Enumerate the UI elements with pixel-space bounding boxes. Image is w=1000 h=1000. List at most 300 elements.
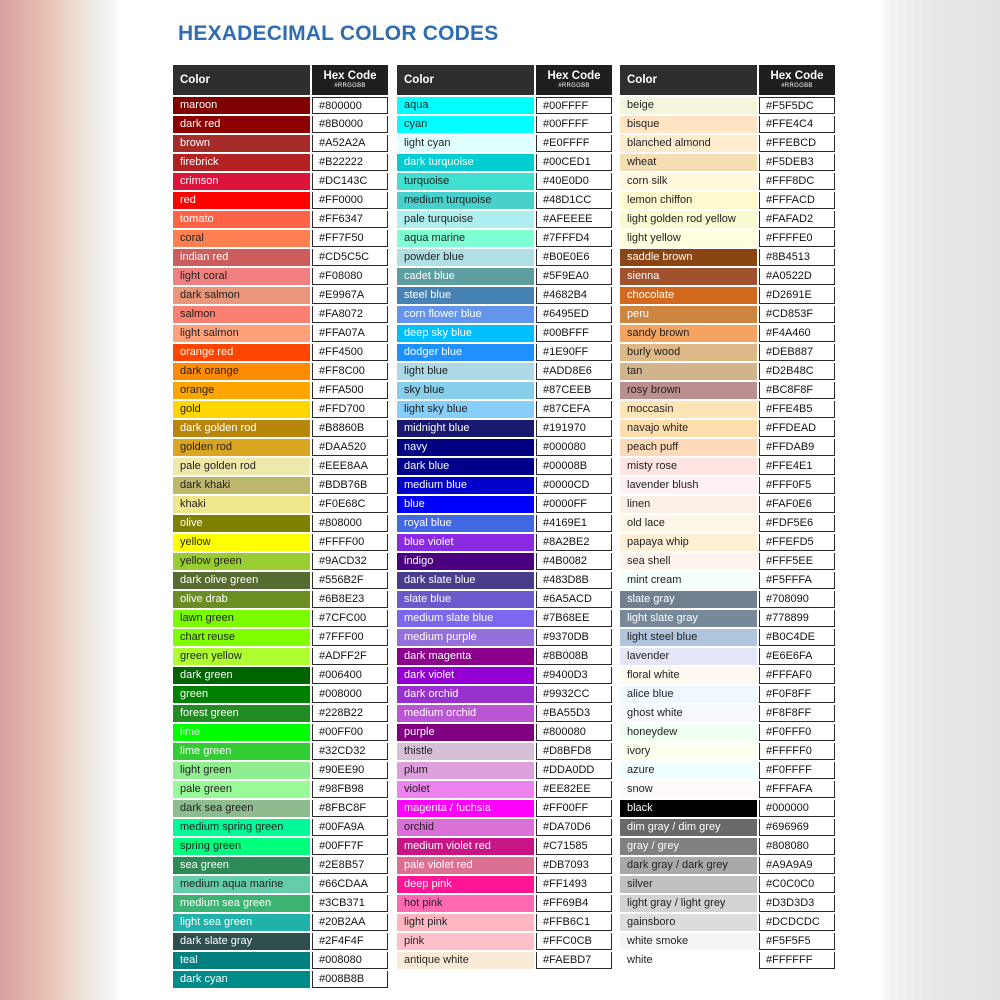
- color-name-swatch: yellow green: [173, 553, 310, 570]
- color-name-swatch: misty rose: [620, 458, 757, 475]
- hex-code-cell: #C0C0C0: [759, 876, 835, 893]
- hex-code-cell: #FF6347: [312, 211, 388, 228]
- color-name-swatch: black: [620, 800, 757, 817]
- hex-code-cell: #FFDAB9: [759, 439, 835, 456]
- hex-code-cell: #0000FF: [536, 496, 612, 513]
- color-name-swatch: corn flower blue: [397, 306, 534, 323]
- color-name-swatch: pale violet red: [397, 857, 534, 874]
- hex-code-cell: #00BFFF: [536, 325, 612, 342]
- table-row: [620, 306, 835, 323]
- color-name-swatch: maroon: [173, 97, 310, 114]
- hex-code-cell: #4B0082: [536, 553, 612, 570]
- color-name-swatch: olive: [173, 515, 310, 532]
- color-name-swatch: linen: [620, 496, 757, 513]
- color-name-swatch: light cyan: [397, 135, 534, 152]
- hex-code-cell: #F0FFFF: [759, 762, 835, 779]
- hex-code-cell: #FAEBD7: [536, 952, 612, 969]
- table-row: [620, 724, 835, 741]
- table-row: [173, 515, 388, 532]
- table-row: [397, 230, 612, 247]
- hex-code-cell: #BDB76B: [312, 477, 388, 494]
- hex-code-cell: #DDA0DD: [536, 762, 612, 779]
- table-body: [173, 97, 388, 988]
- hex-code-cell: #1E90FF: [536, 344, 612, 361]
- table-row: [620, 857, 835, 874]
- table-body: [620, 97, 835, 969]
- hex-code-cell: #FFFF00: [312, 534, 388, 551]
- table-row: [620, 743, 835, 760]
- table-row: [173, 439, 388, 456]
- hex-code-cell: #AFEEEE: [536, 211, 612, 228]
- header-hex-format: #RRGGBB: [334, 82, 366, 89]
- color-name-swatch: light slate gray: [620, 610, 757, 627]
- color-name-swatch: light sky blue: [397, 401, 534, 418]
- color-name-swatch: azure: [620, 762, 757, 779]
- color-name-swatch: medium violet red: [397, 838, 534, 855]
- color-name-swatch: dark cyan: [173, 971, 310, 988]
- color-name-swatch: light blue: [397, 363, 534, 380]
- hex-code-cell: #BA55D3: [536, 705, 612, 722]
- color-name-swatch: rosy brown: [620, 382, 757, 399]
- table-row: [397, 819, 612, 836]
- table-row: [397, 762, 612, 779]
- hex-code-cell: #F5F5F5: [759, 933, 835, 950]
- color-name-swatch: sandy brown: [620, 325, 757, 342]
- table-row: [620, 819, 835, 836]
- hex-code-cell: #000000: [759, 800, 835, 817]
- table-row: [620, 154, 835, 171]
- table-row: [397, 211, 612, 228]
- color-name-swatch: steel blue: [397, 287, 534, 304]
- color-name-swatch: sienna: [620, 268, 757, 285]
- hex-code-cell: #F0FFF0: [759, 724, 835, 741]
- table-row: [397, 268, 612, 285]
- color-name-swatch: blue violet: [397, 534, 534, 551]
- color-name-swatch: medium purple: [397, 629, 534, 646]
- hex-code-cell: #FFFFFF: [759, 952, 835, 969]
- table-row: [173, 629, 388, 646]
- color-name-swatch: royal blue: [397, 515, 534, 532]
- hex-code-cell: #F0E68C: [312, 496, 388, 513]
- color-name-swatch: medium blue: [397, 477, 534, 494]
- color-name-swatch: dark sea green: [173, 800, 310, 817]
- color-name-swatch: light gray / light grey: [620, 895, 757, 912]
- hex-code-cell: #DB7093: [536, 857, 612, 874]
- color-name-swatch: medium sea green: [173, 895, 310, 912]
- color-name-swatch: light yellow: [620, 230, 757, 247]
- hex-code-cell: #FF0000: [312, 192, 388, 209]
- color-name-swatch: crimson: [173, 173, 310, 190]
- header-hex-cell: [759, 65, 835, 95]
- hex-code-cell: #FFE4C4: [759, 116, 835, 133]
- hex-code-cell: #FFE4E1: [759, 458, 835, 475]
- table-row: [397, 705, 612, 722]
- color-name-swatch: violet: [397, 781, 534, 798]
- table-row: [620, 401, 835, 418]
- color-name-swatch: corn silk: [620, 173, 757, 190]
- hex-code-cell: #FFE4B5: [759, 401, 835, 418]
- color-name-swatch: tomato: [173, 211, 310, 228]
- color-name-swatch: forest green: [173, 705, 310, 722]
- color-name-swatch: sea shell: [620, 553, 757, 570]
- hex-code-cell: #87CEFA: [536, 401, 612, 418]
- hex-code-cell: #483D8B: [536, 572, 612, 589]
- table-row: [397, 610, 612, 627]
- table-header: [620, 65, 835, 95]
- table-row: [397, 667, 612, 684]
- color-name-swatch: dodger blue: [397, 344, 534, 361]
- hex-code-cell: #D2691E: [759, 287, 835, 304]
- hex-code-cell: #00FFFF: [536, 116, 612, 133]
- color-name-swatch: light golden rod yellow: [620, 211, 757, 228]
- color-name-swatch: dark red: [173, 116, 310, 133]
- table-row: [620, 477, 835, 494]
- table-row: [620, 420, 835, 437]
- table-row: [397, 895, 612, 912]
- color-name-swatch: pale green: [173, 781, 310, 798]
- hex-code-cell: #800000: [312, 97, 388, 114]
- color-name-swatch: lime green: [173, 743, 310, 760]
- hex-code-cell: #708090: [759, 591, 835, 608]
- table-row: [173, 724, 388, 741]
- hex-code-cell: #98FB98: [312, 781, 388, 798]
- hex-code-cell: #D2B48C: [759, 363, 835, 380]
- hex-code-cell: #228B22: [312, 705, 388, 722]
- table-row: [397, 249, 612, 266]
- hex-code-cell: #7B68EE: [536, 610, 612, 627]
- color-name-swatch: pale turquoise: [397, 211, 534, 228]
- table-row: [397, 591, 612, 608]
- table-row: [620, 97, 835, 114]
- color-name-swatch: ghost white: [620, 705, 757, 722]
- color-name-swatch: dark khaki: [173, 477, 310, 494]
- table-row: [397, 572, 612, 589]
- hex-code-cell: #3CB371: [312, 895, 388, 912]
- hex-code-cell: #00FFFF: [536, 97, 612, 114]
- color-name-swatch: dark magenta: [397, 648, 534, 665]
- hex-code-cell: #00FF7F: [312, 838, 388, 855]
- hex-code-cell: #CD853F: [759, 306, 835, 323]
- hex-code-cell: #F5DEB3: [759, 154, 835, 171]
- table-row: [397, 420, 612, 437]
- color-name-swatch: bisque: [620, 116, 757, 133]
- hex-code-cell: #FFA500: [312, 382, 388, 399]
- table-row: [620, 667, 835, 684]
- table-row: [397, 363, 612, 380]
- color-name-swatch: mint cream: [620, 572, 757, 589]
- hex-code-cell: #FFEBCD: [759, 135, 835, 152]
- color-name-swatch: honeydew: [620, 724, 757, 741]
- table-row: [397, 724, 612, 741]
- table-row: [620, 515, 835, 532]
- hex-code-cell: #B22222: [312, 154, 388, 171]
- table-row: [620, 572, 835, 589]
- table-row: [173, 800, 388, 817]
- table-row: [397, 496, 612, 513]
- hex-code-cell: #B8860B: [312, 420, 388, 437]
- table-row: [397, 401, 612, 418]
- table-row: [397, 477, 612, 494]
- color-name-swatch: pale golden rod: [173, 458, 310, 475]
- header-hex-cell: [312, 65, 388, 95]
- color-name-swatch: powder blue: [397, 249, 534, 266]
- hex-code-cell: #DA70D6: [536, 819, 612, 836]
- hex-code-cell: #FFFAFA: [759, 781, 835, 798]
- table-row: [173, 553, 388, 570]
- table-row: [173, 363, 388, 380]
- table-row: [397, 325, 612, 342]
- hex-code-cell: #FFFFE0: [759, 230, 835, 247]
- color-name-swatch: saddle brown: [620, 249, 757, 266]
- table-row: [620, 249, 835, 266]
- table-row: [620, 382, 835, 399]
- table-row: [397, 933, 612, 950]
- table-row: [397, 154, 612, 171]
- header-color-label: Color: [620, 65, 757, 95]
- color-name-swatch: dark golden rod: [173, 420, 310, 437]
- color-name-swatch: snow: [620, 781, 757, 798]
- hex-code-cell: #A9A9A9: [759, 857, 835, 874]
- color-name-swatch: white smoke: [620, 933, 757, 950]
- color-name-swatch: navajo white: [620, 420, 757, 437]
- table-row: [620, 325, 835, 342]
- table-row: [173, 325, 388, 342]
- color-name-swatch: chart reuse: [173, 629, 310, 646]
- table-row: [620, 116, 835, 133]
- hex-code-cell: #66CDAA: [312, 876, 388, 893]
- header-color-label: Color: [173, 65, 310, 95]
- table-row: [397, 382, 612, 399]
- table-row: [397, 534, 612, 551]
- color-table-2: [397, 65, 612, 971]
- color-name-swatch: magenta / fuchsia: [397, 800, 534, 817]
- color-name-swatch: slate gray: [620, 591, 757, 608]
- hex-code-cell: #87CEEB: [536, 382, 612, 399]
- table-row: [173, 648, 388, 665]
- hex-code-cell: #8FBC8F: [312, 800, 388, 817]
- color-name-swatch: floral white: [620, 667, 757, 684]
- table-row: [397, 800, 612, 817]
- table-row: [173, 667, 388, 684]
- table-row: [173, 268, 388, 285]
- hex-code-cell: #90EE90: [312, 762, 388, 779]
- color-name-swatch: hot pink: [397, 895, 534, 912]
- table-row: [397, 876, 612, 893]
- hex-code-cell: #FFFACD: [759, 192, 835, 209]
- table-row: [397, 515, 612, 532]
- hex-code-cell: #EE82EE: [536, 781, 612, 798]
- color-name-swatch: brown: [173, 135, 310, 152]
- hex-code-cell: #F5F5DC: [759, 97, 835, 114]
- table-row: [620, 781, 835, 798]
- hex-code-cell: #FFF0F5: [759, 477, 835, 494]
- table-row: [173, 344, 388, 361]
- color-name-swatch: lavender: [620, 648, 757, 665]
- hex-code-cell: #FF00FF: [536, 800, 612, 817]
- color-name-swatch: plum: [397, 762, 534, 779]
- page-title: HEXADECIMAL COLOR CODES: [178, 22, 499, 45]
- hex-code-cell: #FF69B4: [536, 895, 612, 912]
- table-row: [173, 306, 388, 323]
- color-name-swatch: salmon: [173, 306, 310, 323]
- table-row: [173, 914, 388, 931]
- color-name-swatch: dim gray / dim grey: [620, 819, 757, 836]
- color-name-swatch: lemon chiffon: [620, 192, 757, 209]
- table-row: [620, 686, 835, 703]
- color-name-swatch: medium slate blue: [397, 610, 534, 627]
- hex-code-cell: #6A5ACD: [536, 591, 612, 608]
- hex-code-cell: #DEB887: [759, 344, 835, 361]
- color-name-swatch: orange: [173, 382, 310, 399]
- hex-code-cell: #40E0D0: [536, 173, 612, 190]
- color-name-swatch: silver: [620, 876, 757, 893]
- color-name-swatch: cadet blue: [397, 268, 534, 285]
- table-row: [173, 857, 388, 874]
- hex-code-cell: #FFC0CB: [536, 933, 612, 950]
- header-hex-format: #RRGGBB: [781, 82, 813, 89]
- hex-code-cell: #008080: [312, 952, 388, 969]
- table-row: [397, 439, 612, 456]
- hex-code-cell: #00FF00: [312, 724, 388, 741]
- table-row: [173, 496, 388, 513]
- table-row: [620, 173, 835, 190]
- table-row: [397, 838, 612, 855]
- table-row: [620, 591, 835, 608]
- table-row: [173, 382, 388, 399]
- hex-code-cell: #A52A2A: [312, 135, 388, 152]
- color-name-swatch: light coral: [173, 268, 310, 285]
- table-row: [620, 610, 835, 627]
- hex-code-cell: #191970: [536, 420, 612, 437]
- hex-code-cell: #DCDCDC: [759, 914, 835, 931]
- color-name-swatch: dark slate gray: [173, 933, 310, 950]
- color-name-swatch: olive drab: [173, 591, 310, 608]
- table-row: [397, 344, 612, 361]
- table-row: [173, 933, 388, 950]
- table-row: [620, 895, 835, 912]
- hex-code-cell: #FFF8DC: [759, 173, 835, 190]
- color-name-swatch: dark green: [173, 667, 310, 684]
- table-row: [173, 781, 388, 798]
- color-name-swatch: tan: [620, 363, 757, 380]
- hex-code-cell: #808000: [312, 515, 388, 532]
- color-name-swatch: pink: [397, 933, 534, 950]
- table-row: [397, 287, 612, 304]
- hex-code-cell: #9932CC: [536, 686, 612, 703]
- hex-code-cell: #FAF0E6: [759, 496, 835, 513]
- color-name-swatch: medium orchid: [397, 705, 534, 722]
- table-row: [397, 781, 612, 798]
- hex-code-cell: #2E8B57: [312, 857, 388, 874]
- color-name-swatch: light salmon: [173, 325, 310, 342]
- color-name-swatch: wheat: [620, 154, 757, 171]
- table-row: [620, 629, 835, 646]
- color-name-swatch: sea green: [173, 857, 310, 874]
- table-row: [173, 249, 388, 266]
- color-name-swatch: light sea green: [173, 914, 310, 931]
- table-row: [620, 876, 835, 893]
- table-row: [620, 287, 835, 304]
- color-name-swatch: dark gray / dark grey: [620, 857, 757, 874]
- color-name-swatch: blue: [397, 496, 534, 513]
- color-name-swatch: coral: [173, 230, 310, 247]
- hex-code-cell: #800080: [536, 724, 612, 741]
- hex-code-cell: #0000CD: [536, 477, 612, 494]
- table-row: [173, 192, 388, 209]
- color-name-swatch: slate blue: [397, 591, 534, 608]
- table-row: [620, 933, 835, 950]
- hex-code-cell: #000080: [536, 439, 612, 456]
- header-color-label: Color: [397, 65, 534, 95]
- hex-code-cell: #8B4513: [759, 249, 835, 266]
- color-name-swatch: green yellow: [173, 648, 310, 665]
- hex-code-cell: #C71585: [536, 838, 612, 855]
- table-row: [620, 230, 835, 247]
- table-row: [397, 135, 612, 152]
- table-row: [173, 838, 388, 855]
- hex-code-cell: #DC143C: [312, 173, 388, 190]
- hex-code-cell: #00FA9A: [312, 819, 388, 836]
- hex-code-cell: #00CED1: [536, 154, 612, 171]
- header-hex-label: Hex Code: [547, 69, 601, 82]
- hex-code-cell: #FFF5EE: [759, 553, 835, 570]
- color-name-swatch: cyan: [397, 116, 534, 133]
- color-name-swatch: lawn green: [173, 610, 310, 627]
- table-row: [173, 876, 388, 893]
- color-name-swatch: spring green: [173, 838, 310, 855]
- hex-code-cell: #9400D3: [536, 667, 612, 684]
- hex-code-cell: #F5FFFA: [759, 572, 835, 589]
- hex-code-cell: #9370DB: [536, 629, 612, 646]
- hex-code-cell: #008000: [312, 686, 388, 703]
- table-row: [620, 192, 835, 209]
- color-name-swatch: dark blue: [397, 458, 534, 475]
- color-name-swatch: medium turquoise: [397, 192, 534, 209]
- hex-code-cell: #BC8F8F: [759, 382, 835, 399]
- hex-code-cell: #8B0000: [312, 116, 388, 133]
- table-row: [620, 496, 835, 513]
- table-row: [620, 762, 835, 779]
- hex-code-cell: #E9967A: [312, 287, 388, 304]
- table-row: [173, 591, 388, 608]
- color-name-swatch: medium aqua marine: [173, 876, 310, 893]
- table-row: [173, 211, 388, 228]
- hex-code-cell: #FAFAD2: [759, 211, 835, 228]
- color-name-swatch: white: [620, 952, 757, 969]
- hex-code-cell: #ADD8E6: [536, 363, 612, 380]
- color-name-swatch: midnight blue: [397, 420, 534, 437]
- table-row: [397, 914, 612, 931]
- color-name-swatch: dark orange: [173, 363, 310, 380]
- color-name-swatch: orchid: [397, 819, 534, 836]
- hex-code-cell: #48D1CC: [536, 192, 612, 209]
- color-name-swatch: indian red: [173, 249, 310, 266]
- color-name-swatch: gray / grey: [620, 838, 757, 855]
- color-name-swatch: dark turquoise: [397, 154, 534, 171]
- table-row: [173, 420, 388, 437]
- color-table-1: [173, 65, 388, 990]
- hex-code-cell: #20B2AA: [312, 914, 388, 931]
- color-name-swatch: medium spring green: [173, 819, 310, 836]
- color-name-swatch: yellow: [173, 534, 310, 551]
- hex-code-cell: #8A2BE2: [536, 534, 612, 551]
- table-row: [173, 154, 388, 171]
- table-row: [620, 211, 835, 228]
- hex-code-cell: #FF1493: [536, 876, 612, 893]
- hex-code-cell: #9ACD32: [312, 553, 388, 570]
- hex-code-cell: #F4A460: [759, 325, 835, 342]
- hex-code-cell: #4169E1: [536, 515, 612, 532]
